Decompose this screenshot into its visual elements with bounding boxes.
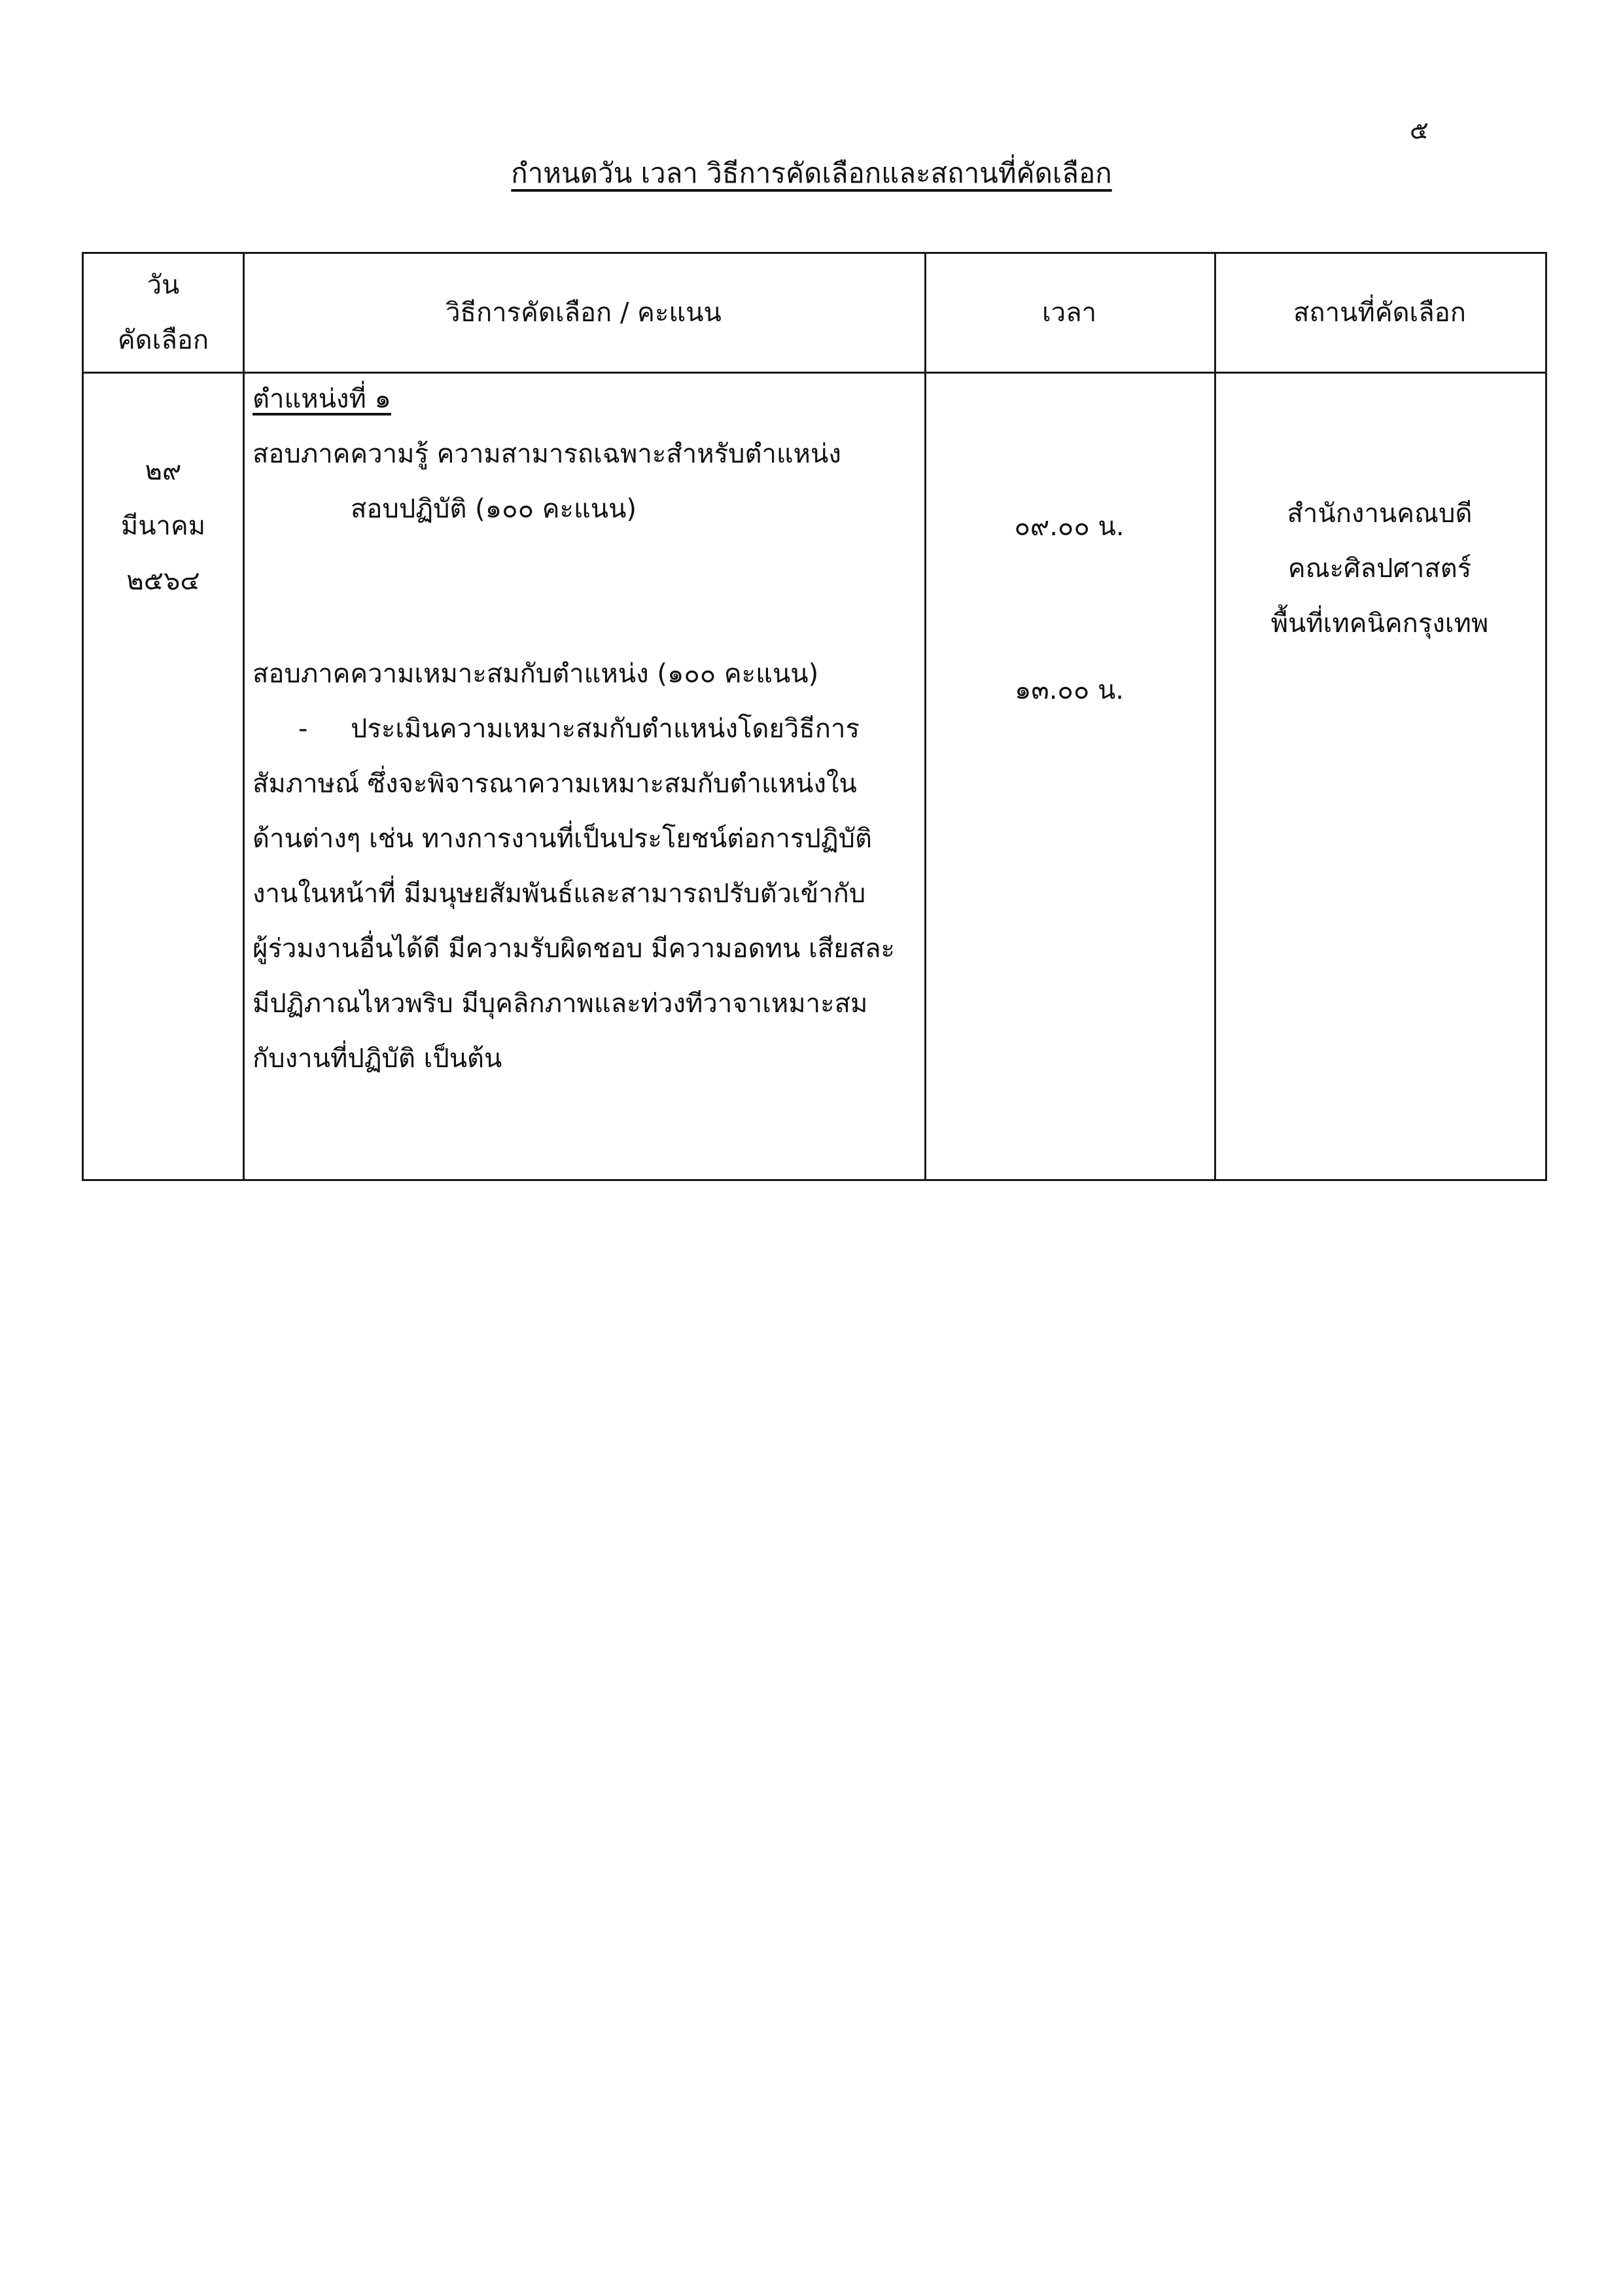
part2-first-line [253,701,916,756]
date-day: ๒๙ [145,456,182,486]
method-cell [253,372,916,1086]
part2-line: ด้านต่างๆ เช่น ทางการงานที่เป็นประโยชน์ต่อการปฏิบัติ [253,824,873,854]
page-number: ๕ [1410,116,1429,145]
header-time: เวลา [1041,298,1097,328]
part2-line: ผู้ร่วมงานอื่นได้ดี มีความรับผิดชอบ มีความอดทน เสียสละ [253,934,895,964]
part1-subtitle: สอบปฏิบัติ (๑๐๐ คะแนน) [351,494,637,524]
place-line: พื้นที่เทคนิคกรุงเทพ [1270,609,1489,639]
column-divider [243,254,245,1179]
part2-line: ประเมินความเหมาะสมกับตำแหน่งโดยวิธีการ [351,714,860,744]
place-line: คณะศิลปศาสตร์ [1287,554,1472,584]
schedule-table [82,252,1547,1181]
time-1: ๐๙.๐๐ น. [1014,512,1125,542]
date-cell [84,444,243,609]
time-2: ๑๓.๐๐ น. [1014,675,1125,705]
place-line: สำนักงานคณบดี [1287,499,1473,529]
header-date-line1: วัน [147,270,180,300]
part2-title: สอบภาคความเหมาะสมกับตำแหน่ง (๑๐๐ คะแนน) [253,659,819,689]
part1-title: สอบภาคความรู้ ความสามารถเฉพาะสำหรับตำแหน่ง [253,439,841,469]
header-place: สถานที่คัดเลือก [1293,298,1466,328]
part2-line: มีปฏิภาณไหวพริบ มีบุคลิกภาพและท่วงทีวาจาเหมาะสม [253,989,868,1019]
place-cell [1214,486,1545,651]
header-date-line2: คัดเลือก [117,325,209,355]
date-year: ๒๕๖๔ [126,566,200,596]
dash-bullet: - [298,714,308,744]
date-month: มีนาคม [120,511,206,541]
column-divider [1214,254,1216,1179]
page-title: กำหนดวัน เวลา วิธีการคัดเลือกและสถานที่คัดเลือก [511,157,1112,189]
position-heading: ตำแหน่งที่ ๑ [253,384,391,414]
part2-line: กับงานที่ปฏิบัติ เป็นต้น [253,1044,502,1074]
header-date [84,254,243,372]
header-method: วิธีการคัดเลือก / คะแนน [445,298,722,328]
part2-line: สัมภาษณ์ ซึ่งจะพิจารณาความเหมาะสมกับตำแหน่งใน [253,769,857,799]
part2-line: งานในหน้าที่ มีมนุษยสัมพันธ์และสามารถปรับตัวเข้ากับ [253,879,866,909]
